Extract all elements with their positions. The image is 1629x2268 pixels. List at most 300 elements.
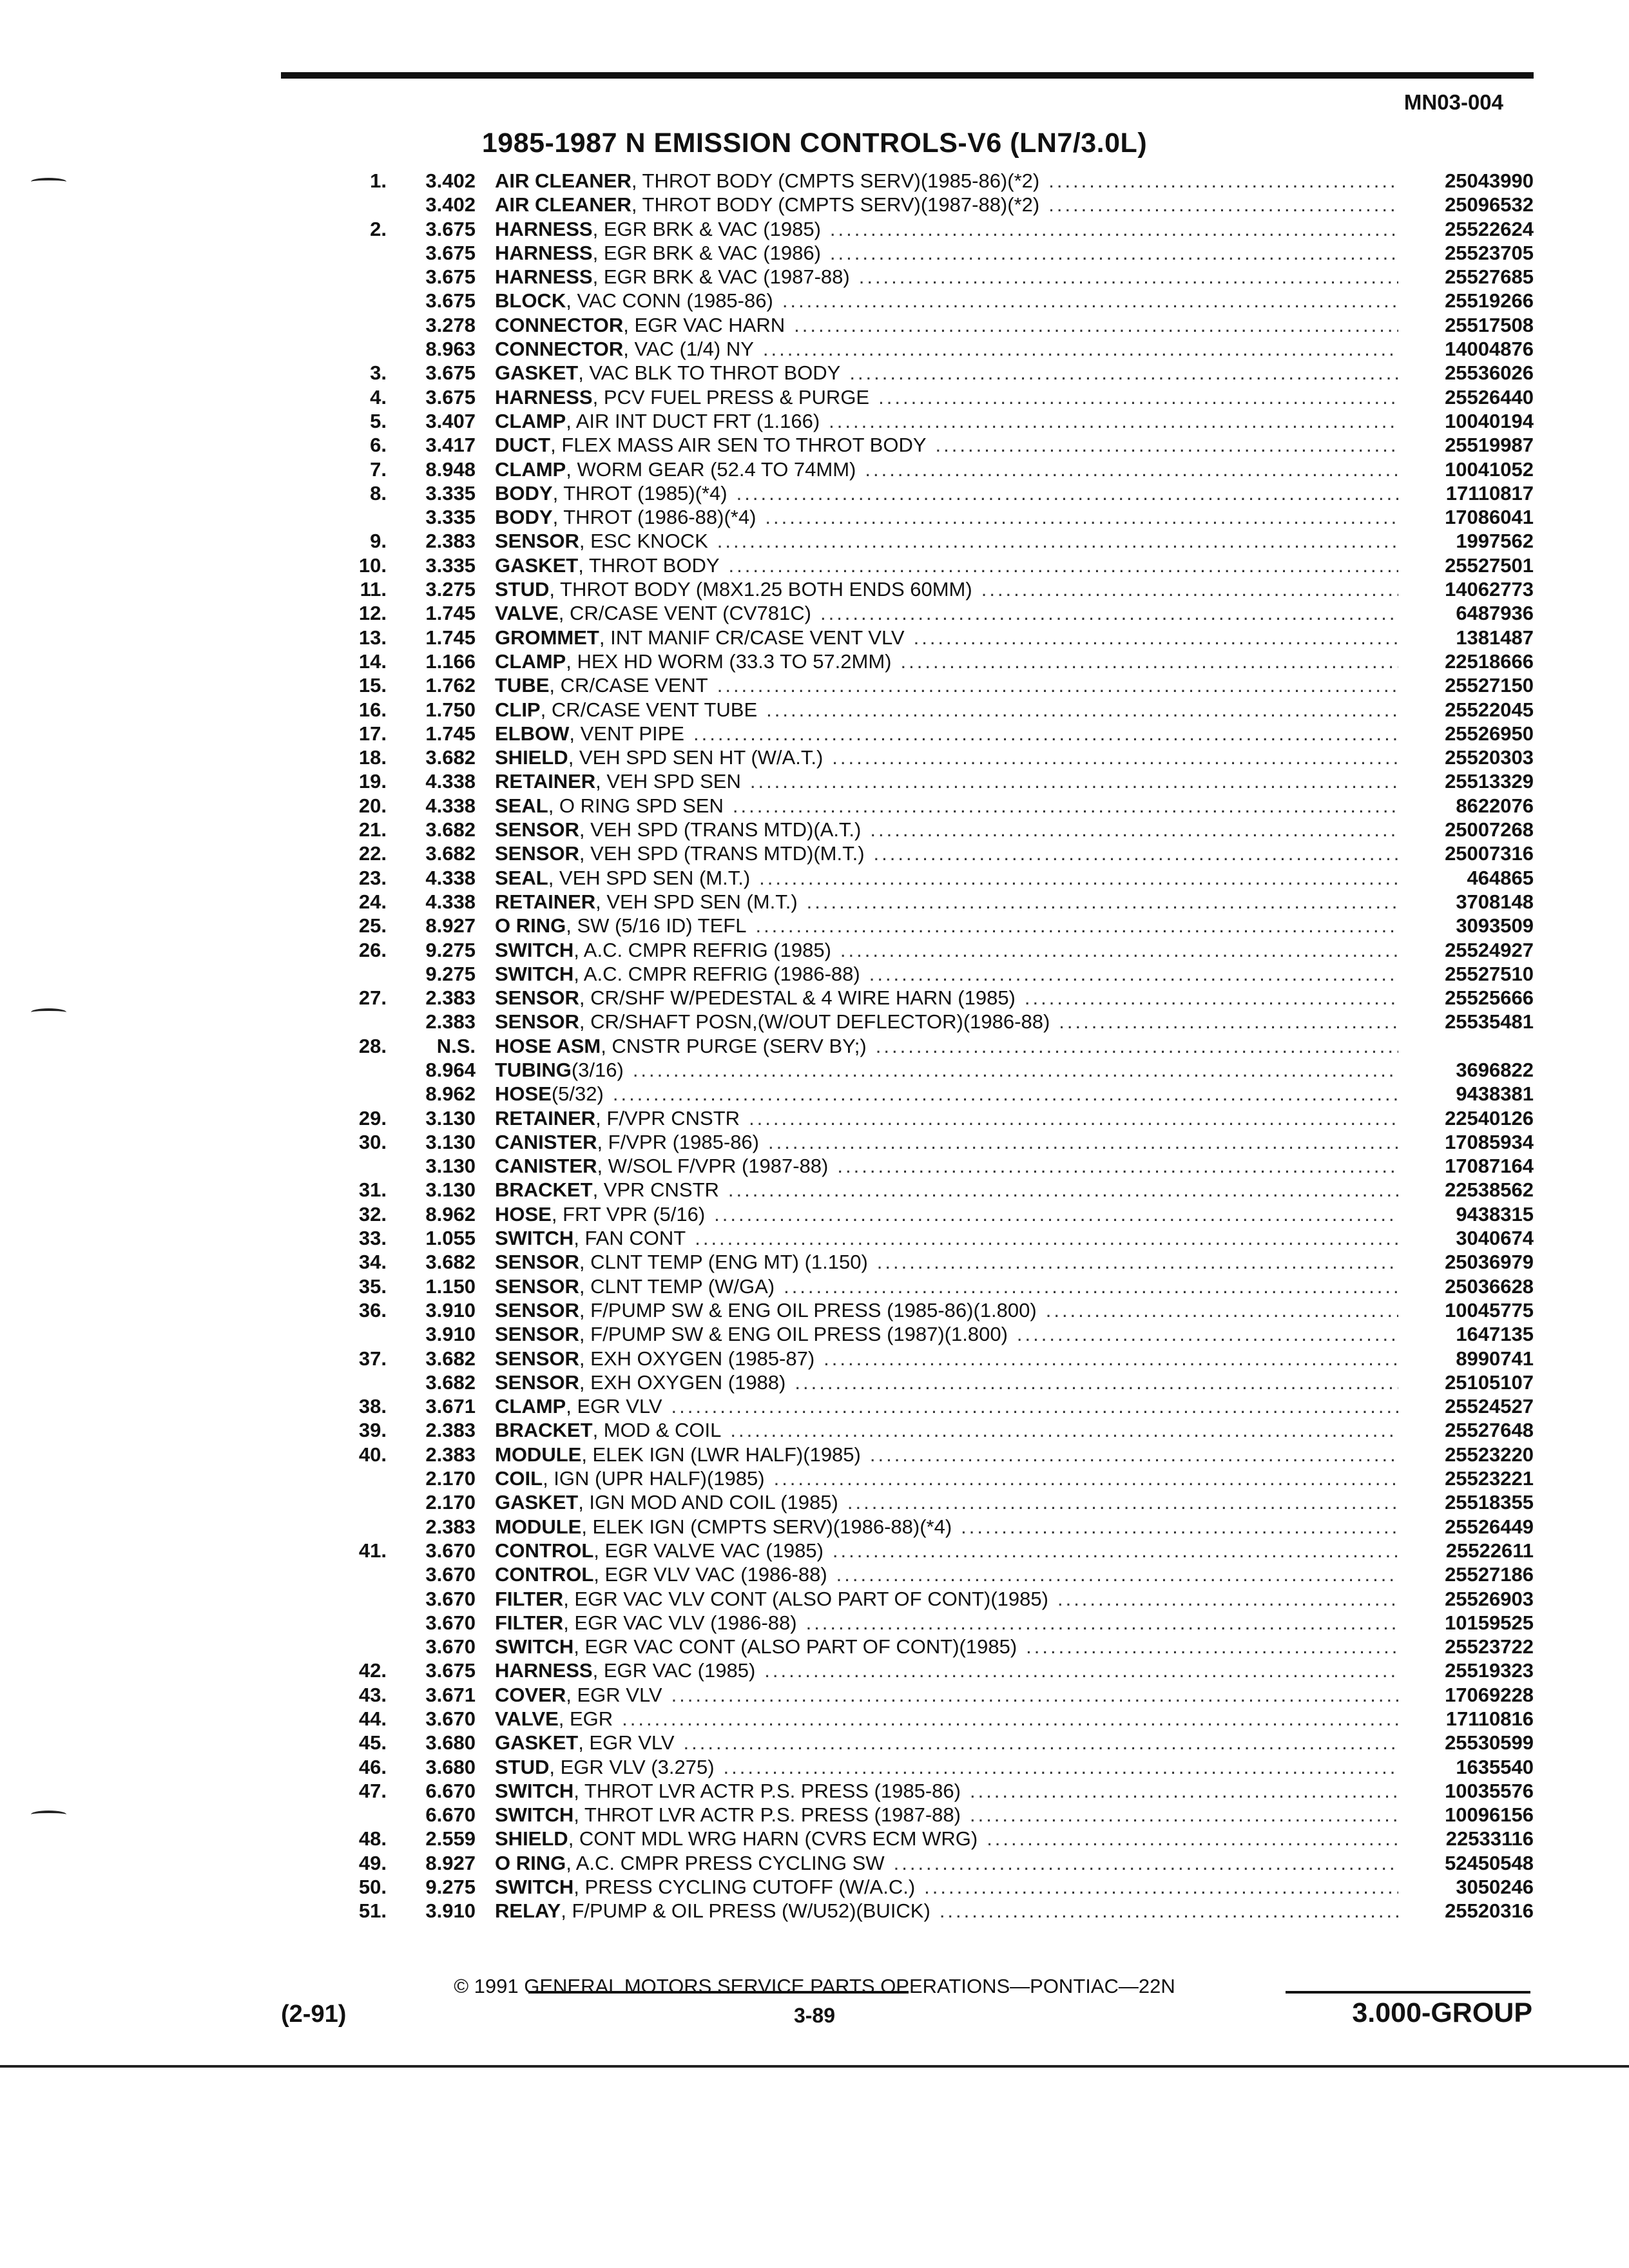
part-number: 25527150 <box>1445 674 1534 697</box>
part-row <box>342 1731 1534 1754</box>
part-number: 25519266 <box>1445 289 1534 312</box>
dot-leader <box>849 361 1398 385</box>
part-name: COIL <box>495 1467 543 1490</box>
dot-leader <box>824 1347 1398 1370</box>
group-number: 9.275 <box>425 938 476 961</box>
dot-leader <box>794 313 1398 337</box>
part-row <box>342 553 1534 577</box>
part-name: HARNESS <box>495 265 593 289</box>
part-number: 3696822 <box>1456 1058 1534 1081</box>
dot-leader <box>1017 1322 1398 1346</box>
part-row <box>342 1515 1534 1539</box>
part-number: 25523705 <box>1445 241 1534 264</box>
part-description <box>495 986 1398 1010</box>
part-description <box>495 1082 1398 1106</box>
part-detail: , EGR VAC VLV (1986-88) <box>563 1611 797 1634</box>
part-description <box>495 1611 1398 1635</box>
document-code: MN03-004 <box>1403 90 1503 114</box>
part-row <box>342 1418 1534 1442</box>
part-description <box>495 1226 1398 1250</box>
part-number: 25520303 <box>1445 746 1534 769</box>
part-name: O RING <box>495 1851 566 1874</box>
group-number: 3.130 <box>425 1130 476 1153</box>
part-detail: , F/PUMP & OIL PRESS (W/U52)(BUICK) <box>561 1899 930 1923</box>
group-number: 9.275 <box>425 1876 476 1899</box>
ref-number: 17. <box>358 722 387 745</box>
part-row <box>342 1154 1534 1178</box>
part-row <box>342 938 1534 962</box>
group-number: 3.670 <box>425 1587 476 1610</box>
group-number: 3.910 <box>425 1323 476 1346</box>
part-description <box>495 1154 1398 1178</box>
part-name: COVER <box>495 1683 566 1706</box>
part-description <box>495 1779 1398 1803</box>
part-description <box>495 1490 1398 1514</box>
group-number: 3.402 <box>425 193 476 216</box>
ref-number: 16. <box>358 698 387 721</box>
part-number: 25519323 <box>1445 1659 1534 1682</box>
part-number: 22533116 <box>1445 1827 1534 1850</box>
group-number: 3.335 <box>425 481 476 505</box>
group-number: 4.338 <box>425 794 476 817</box>
part-detail: , THROT BODY <box>578 553 720 577</box>
part-number: 25526440 <box>1445 385 1534 408</box>
dot-leader <box>613 1082 1398 1106</box>
part-number: 1647135 <box>1456 1323 1534 1346</box>
part-detail: , MOD & COIL <box>592 1419 722 1442</box>
ref-number: 19. <box>358 770 387 793</box>
group-number: 3.670 <box>425 1707 476 1730</box>
part-name: SEAL <box>495 866 548 889</box>
footer-rule-right <box>1286 1991 1530 1994</box>
part-number: 25526449 <box>1445 1515 1534 1538</box>
group-number: 3.675 <box>425 289 476 312</box>
part-description <box>495 1803 1398 1827</box>
part-detail: , EGR VAC CONT (ALSO PART OF CONT)(1985) <box>574 1635 1017 1658</box>
part-description <box>495 217 1398 241</box>
ref-number: 31. <box>358 1178 387 1202</box>
part-name: HOSE <box>495 1202 552 1225</box>
dot-leader <box>768 1130 1398 1154</box>
part-row <box>342 794 1534 818</box>
dot-leader <box>806 1611 1398 1635</box>
part-name: FILTER <box>495 1611 564 1634</box>
part-detail: , THROT (1985)(*4) <box>552 481 728 505</box>
part-detail: , W/SOL F/VPR (1987-88) <box>597 1155 829 1178</box>
group-number: 4.338 <box>425 770 476 793</box>
part-row <box>342 1370 1534 1394</box>
part-row <box>342 1298 1534 1322</box>
part-detail: , CR/CASE VENT <box>549 674 708 697</box>
part-name: SWITCH <box>495 962 574 985</box>
part-name: RETAINER <box>495 770 596 793</box>
part-description <box>495 433 1398 457</box>
dot-leader <box>878 385 1398 409</box>
part-row <box>342 1178 1534 1202</box>
group-number: 3.682 <box>425 842 476 865</box>
dot-leader <box>1046 1298 1398 1322</box>
part-description <box>495 1899 1398 1923</box>
ref-number: 30. <box>358 1130 387 1153</box>
part-row <box>342 1562 1534 1586</box>
part-number: 25527685 <box>1445 265 1534 289</box>
ref-number: 26. <box>358 938 387 961</box>
part-row <box>342 361 1534 385</box>
part-description <box>495 1443 1398 1466</box>
part-number: 8622076 <box>1456 794 1534 817</box>
dot-leader <box>795 1370 1398 1394</box>
part-detail: , EGR BRK & VAC (1986) <box>592 241 821 264</box>
part-row <box>342 1466 1534 1490</box>
part-detail: , FLEX MASS AIR SEN TO THROT BODY <box>550 434 927 457</box>
dot-leader <box>749 1106 1398 1130</box>
ref-number: 43. <box>358 1683 387 1706</box>
part-detail: , F/VPR CNSTR <box>595 1106 740 1129</box>
dot-leader <box>693 722 1398 745</box>
part-description <box>495 866 1398 890</box>
dot-leader <box>837 1154 1398 1178</box>
group-number: 1.745 <box>425 626 476 649</box>
ref-number: 38. <box>358 1395 387 1418</box>
part-number: 1997562 <box>1456 530 1534 553</box>
ref-number: 10. <box>358 553 387 577</box>
ref-number: 9. <box>370 530 387 553</box>
part-number: 9438315 <box>1456 1202 1534 1225</box>
ref-number: 36. <box>358 1298 387 1321</box>
dot-leader <box>961 1515 1398 1539</box>
part-row <box>342 481 1534 505</box>
dot-leader <box>733 794 1398 818</box>
part-detail: , THROT (1986-88)(*4) <box>552 506 757 529</box>
part-row <box>342 1394 1534 1418</box>
part-description <box>495 1370 1398 1394</box>
part-description <box>495 1106 1398 1130</box>
dot-leader <box>894 1851 1398 1875</box>
dot-leader <box>970 1779 1398 1803</box>
ref-number: 12. <box>358 602 387 625</box>
group-number: 1.166 <box>425 649 476 673</box>
part-row <box>342 962 1534 986</box>
part-number: 25527510 <box>1445 962 1534 985</box>
part-number: 25007316 <box>1445 842 1534 865</box>
ref-number: 22. <box>358 842 387 865</box>
group-number: 8.962 <box>425 1082 476 1106</box>
part-description <box>495 769 1398 793</box>
part-row <box>342 1899 1534 1923</box>
part-detail: (3/16) <box>571 1058 624 1081</box>
group-number: 1.750 <box>425 698 476 721</box>
ref-number: 20. <box>358 794 387 817</box>
part-number: 3708148 <box>1456 890 1534 913</box>
part-row <box>342 866 1534 890</box>
part-detail: , PCV FUEL PRESS & PURGE <box>592 385 870 408</box>
group-number: 3.407 <box>425 409 476 432</box>
part-description <box>495 1875 1398 1899</box>
group-number: 3.670 <box>425 1611 476 1634</box>
part-description <box>495 1827 1398 1850</box>
group-number: 8.964 <box>425 1058 476 1081</box>
group-number: 3.670 <box>425 1635 476 1658</box>
part-description <box>495 1130 1398 1154</box>
part-detail: , VEH SPD SEN <box>595 770 741 793</box>
part-detail: , THROT BODY (CMPTS SERV)(1985-86)(*2) <box>631 169 1040 192</box>
part-description <box>495 1851 1398 1875</box>
part-name: RETAINER <box>495 890 596 913</box>
part-number: 25522045 <box>1445 698 1534 721</box>
part-number: 3050246 <box>1456 1876 1534 1899</box>
dot-leader <box>759 866 1398 890</box>
part-number: 14062773 <box>1445 578 1534 601</box>
part-detail: , F/PUMP SW & ENG OIL PRESS (1985-86)(1.800) <box>579 1298 1037 1321</box>
dot-leader <box>784 1274 1398 1298</box>
part-name: SENSOR <box>495 1274 579 1298</box>
part-detail: , CR/CASE VENT TUBE <box>540 698 758 721</box>
part-name: CONTROL <box>495 1539 594 1562</box>
part-number: 25520316 <box>1445 1899 1534 1923</box>
part-number: 25007268 <box>1445 818 1534 841</box>
part-description <box>495 890 1398 914</box>
ref-number: 1. <box>370 169 387 192</box>
part-name: CLAMP <box>495 1395 566 1418</box>
ref-number: 13. <box>358 626 387 649</box>
dot-leader <box>633 1058 1398 1082</box>
part-name: CLIP <box>495 698 541 721</box>
part-detail: , VAC BLK TO THROT BODY <box>578 361 841 385</box>
dot-leader <box>870 818 1398 841</box>
part-row <box>342 818 1534 841</box>
part-name: HARNESS <box>495 1659 593 1682</box>
part-description <box>495 1562 1398 1586</box>
part-detail: , VENT PIPE <box>569 722 684 745</box>
part-detail: , CR/SHF W/PEDESTAL & 4 WIRE HARN (1985) <box>579 986 1016 1010</box>
group-number: 6.670 <box>425 1779 476 1802</box>
part-description <box>495 1058 1398 1082</box>
part-description <box>495 1347 1398 1370</box>
part-description <box>495 1250 1398 1274</box>
part-name: SWITCH <box>495 1876 574 1899</box>
group-number: 3.680 <box>425 1755 476 1778</box>
part-name: HOSE <box>495 1082 552 1106</box>
part-description <box>495 601 1398 625</box>
group-number: 3.675 <box>425 241 476 264</box>
group-number: 6.670 <box>425 1803 476 1827</box>
part-detail: , THROT LVR ACTR P.S. PRESS (1985-86) <box>574 1779 961 1802</box>
ref-number: 6. <box>370 434 387 457</box>
part-name: SENSOR <box>495 986 579 1010</box>
part-detail: , VEH SPD (TRANS MTD)(A.T.) <box>579 818 862 841</box>
part-description <box>495 193 1398 216</box>
part-number: 25513329 <box>1445 770 1534 793</box>
ref-number: 29. <box>358 1106 387 1129</box>
part-number: 1635540 <box>1456 1755 1534 1778</box>
part-number: 1381487 <box>1456 626 1534 649</box>
dot-leader <box>782 289 1398 312</box>
part-name: CLAMP <box>495 457 566 481</box>
part-name: RETAINER <box>495 1106 596 1129</box>
part-detail: , VAC CONN (1985-86) <box>566 289 773 312</box>
part-description <box>495 1707 1398 1731</box>
part-name: GROMMET <box>495 626 599 649</box>
punch-hole-mark <box>31 1811 66 1818</box>
group-number: 3.275 <box>425 578 476 601</box>
part-row <box>342 1707 1534 1731</box>
part-description <box>495 1466 1398 1490</box>
group-number: 3.670 <box>425 1539 476 1562</box>
part-number: 464865 <box>1467 866 1534 889</box>
punch-hole-mark <box>31 178 66 186</box>
part-description <box>495 1010 1398 1033</box>
part-name: O RING <box>495 914 566 937</box>
ref-number: 33. <box>358 1227 387 1250</box>
part-name: CONNECTOR <box>495 313 624 336</box>
ref-number: 41. <box>358 1539 387 1562</box>
part-description <box>495 1731 1398 1754</box>
part-row <box>342 265 1534 289</box>
part-description <box>495 385 1398 409</box>
part-name: STUD <box>495 578 550 601</box>
part-name: BODY <box>495 506 553 529</box>
part-description <box>495 794 1398 818</box>
part-detail: , VEH SPD SEN (M.T.) <box>548 866 751 889</box>
part-detail: , THROT BODY (CMPTS SERV)(1987-88)(*2) <box>631 193 1040 216</box>
dot-leader <box>684 1731 1399 1754</box>
ref-number: 46. <box>358 1755 387 1778</box>
part-detail: , F/PUMP SW & ENG OIL PRESS (1987)(1.800) <box>579 1323 1008 1346</box>
part-row <box>342 385 1534 409</box>
group-number: 3.682 <box>425 746 476 769</box>
part-row <box>342 1587 1534 1611</box>
part-row <box>342 193 1534 216</box>
part-name: SWITCH <box>495 1779 574 1802</box>
part-name: SENSOR <box>495 1323 579 1346</box>
part-name: FILTER <box>495 1587 564 1610</box>
ref-number: 45. <box>358 1731 387 1754</box>
group-number: 3.675 <box>425 361 476 385</box>
group-number: 8.963 <box>425 338 476 361</box>
part-row <box>342 722 1534 745</box>
part-row <box>342 649 1534 673</box>
part-description <box>495 1539 1398 1562</box>
part-row <box>342 1250 1534 1274</box>
dot-leader <box>829 409 1398 433</box>
part-number: 10159525 <box>1445 1611 1534 1634</box>
part-name: VALVE <box>495 1707 559 1730</box>
part-number: 10041052 <box>1445 457 1534 481</box>
ref-number: 35. <box>358 1274 387 1298</box>
part-row <box>342 1635 1534 1658</box>
group-number: 4.338 <box>425 890 476 913</box>
part-description <box>495 169 1398 193</box>
group-number: 3.675 <box>425 385 476 408</box>
part-description <box>495 649 1398 673</box>
dot-leader <box>728 1178 1398 1202</box>
part-number: 25036979 <box>1445 1251 1534 1274</box>
part-row <box>342 1010 1534 1033</box>
part-name: BLOCK <box>495 289 566 312</box>
part-detail: , VAC (1/4) NY <box>623 338 754 361</box>
ref-number: 42. <box>358 1659 387 1682</box>
part-number: 25526950 <box>1445 722 1534 745</box>
dot-leader <box>914 626 1398 649</box>
part-number: 25525666 <box>1445 986 1534 1010</box>
group-number: 3.682 <box>425 1370 476 1394</box>
part-detail: , EGR VAC HARN <box>623 313 786 336</box>
ref-number: 24. <box>358 890 387 913</box>
part-detail: , SW (5/16 ID) TEFL <box>566 914 747 937</box>
part-row <box>342 1443 1534 1466</box>
part-row <box>342 1106 1534 1130</box>
part-detail: , HEX HD WORM (33.3 TO 57.2MM) <box>566 649 892 673</box>
part-detail: , WORM GEAR (52.4 TO 74MM) <box>566 457 856 481</box>
part-detail: , INT MANIF CR/CASE VENT VLV <box>599 626 905 649</box>
part-detail: , A.C. CMPR REFRIG (1985) <box>574 938 831 961</box>
ref-number: 7. <box>370 457 387 481</box>
group-number: 3.675 <box>425 1659 476 1682</box>
part-detail: , EXH OXYGEN (1988) <box>579 1370 786 1394</box>
dot-leader <box>987 1827 1398 1850</box>
group-number: 1.745 <box>425 602 476 625</box>
dot-leader <box>774 1466 1398 1490</box>
part-row <box>342 1202 1534 1226</box>
part-row <box>342 673 1534 697</box>
dot-leader <box>847 1490 1398 1514</box>
part-name: GASKET <box>495 553 579 577</box>
group-number: 8.948 <box>425 457 476 481</box>
ref-number: 32. <box>358 1202 387 1225</box>
part-row <box>342 433 1534 457</box>
part-description <box>495 1755 1398 1779</box>
part-number: 10035576 <box>1445 1779 1534 1802</box>
part-description <box>495 1587 1398 1611</box>
ref-number: 39. <box>358 1419 387 1442</box>
part-detail: , A.C. CMPR PRESS CYCLING SW <box>566 1851 885 1874</box>
part-number: 52450548 <box>1445 1851 1534 1874</box>
part-description <box>495 361 1398 385</box>
part-number: 22540126 <box>1445 1106 1534 1129</box>
revision-date: (2-91) <box>281 2001 347 2028</box>
group-number: 3.675 <box>425 217 476 240</box>
dot-leader <box>750 769 1398 793</box>
part-description <box>495 1515 1398 1539</box>
part-detail: , ELEK IGN (LWR HALF)(1985) <box>581 1443 861 1466</box>
group-number: 3.335 <box>425 553 476 577</box>
part-name: SWITCH <box>495 1227 574 1250</box>
part-number: 14004876 <box>1445 338 1534 361</box>
ref-number: 51. <box>358 1899 387 1923</box>
part-row <box>342 1611 1534 1635</box>
part-detail: , EGR VLV <box>566 1683 662 1706</box>
copyright-notice: © 1991 GENERAL MOTORS SERVICE PARTS OPERATIONS—PONTIAC—22N <box>454 1975 1175 1997</box>
part-name: CANISTER <box>495 1155 597 1178</box>
group-number: 3.675 <box>425 265 476 289</box>
group-number: 8.927 <box>425 914 476 937</box>
part-row <box>342 505 1534 529</box>
ref-number: 25. <box>358 914 387 937</box>
part-name: SHIELD <box>495 746 568 769</box>
parts-list <box>342 169 1534 1923</box>
part-detail: , VEH SPD (TRANS MTD)(M.T.) <box>579 842 865 865</box>
part-detail: , THROT LVR ACTR P.S. PRESS (1987-88) <box>574 1803 961 1827</box>
part-name: GASKET <box>495 1491 579 1514</box>
group-number: 3.130 <box>425 1106 476 1129</box>
part-row <box>342 601 1534 625</box>
part-row <box>342 1683 1534 1707</box>
group-number: 3.682 <box>425 1251 476 1274</box>
part-name: HOSE ASM <box>495 1034 601 1057</box>
part-name: SENSOR <box>495 818 579 841</box>
group-number: 3.671 <box>425 1683 476 1706</box>
ref-number: 47. <box>358 1779 387 1802</box>
